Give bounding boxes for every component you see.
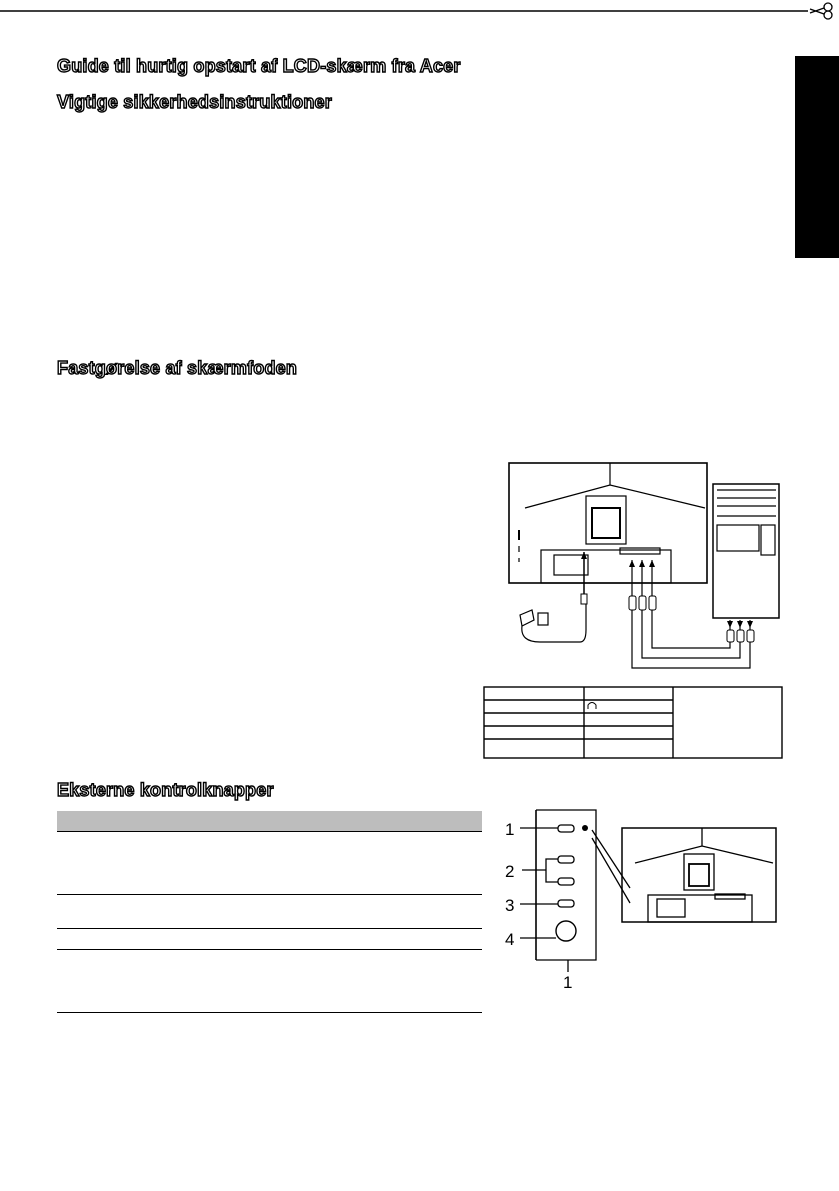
controls-diagram [500, 808, 785, 990]
connection-diagram [480, 460, 785, 675]
quick-start-title: Guide til hurtig opstart af LCD-skærm fra Acer [57, 56, 461, 76]
control-label-1: 1 [505, 820, 515, 839]
control-label-1-bottom: 1 [563, 973, 573, 990]
controls-heading: Eksterne kontrolknapper [57, 780, 274, 800]
control-label-3: 3 [505, 896, 515, 915]
monitor-back [509, 463, 707, 583]
control-label-2: 2 [505, 862, 515, 881]
controls-table [57, 811, 482, 1014]
cut-line [0, 0, 839, 20]
headphone-icon [588, 703, 596, 710]
safety-heading: Vigtige sikkerhedsinstruktioner [57, 92, 332, 112]
control-label-4: 4 [505, 930, 515, 949]
port-legend-table [483, 686, 783, 759]
controls-table-header [57, 811, 482, 831]
language-tab [795, 56, 839, 258]
stand-heading: Fastgørelse af skærmfoden [57, 358, 298, 378]
scissors-icon [810, 3, 832, 19]
